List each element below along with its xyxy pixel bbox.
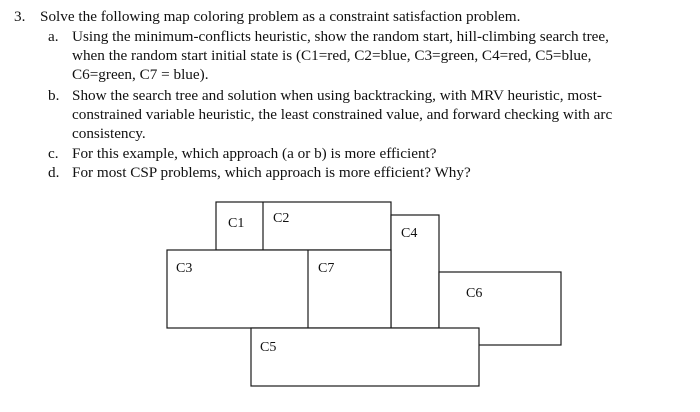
part-c-label: c.: [48, 145, 59, 162]
part-b-line-1: Show the search tree and solution when using backtracking, with MRV heuristic, most-: [72, 87, 602, 104]
part-a-line-1: Using the minimum-conflicts heuristic, show the random start, hill-climbing search tree,: [72, 28, 609, 45]
part-a-line-3: C6=green, C7 = blue).: [72, 66, 209, 83]
label-c5: C5: [260, 340, 277, 355]
problem-intro: Solve the following map coloring problem as a constraint satisfaction problem.: [40, 8, 521, 25]
label-c2: C2: [273, 211, 290, 226]
label-c6: C6: [466, 286, 483, 301]
label-c4: C4: [401, 226, 418, 241]
region-c5: [251, 328, 479, 386]
region-c3-c7-body: [167, 250, 391, 328]
part-a-line-2: when the random start initial state is (C1=red, C2=blue, C3=green, C4=red, C5=blue,: [72, 47, 592, 64]
part-a-label: a.: [48, 28, 59, 45]
label-c3: C3: [176, 261, 193, 276]
problem-number: 3.: [14, 8, 26, 25]
part-d-label: d.: [48, 164, 60, 181]
part-b-label: b.: [48, 87, 60, 104]
part-b-line-2: constrained variable heuristic, the least constrained value, and forward checking with arc: [72, 106, 613, 123]
part-b-line-3: consistency.: [72, 125, 146, 142]
part-c-line-1: For this example, which approach (a or b) is more efficient?: [72, 145, 437, 162]
label-c7: C7: [318, 261, 335, 276]
label-c1: C1: [228, 216, 245, 231]
part-d-line-1: For most CSP problems, which approach is more efficient? Why?: [72, 164, 471, 181]
